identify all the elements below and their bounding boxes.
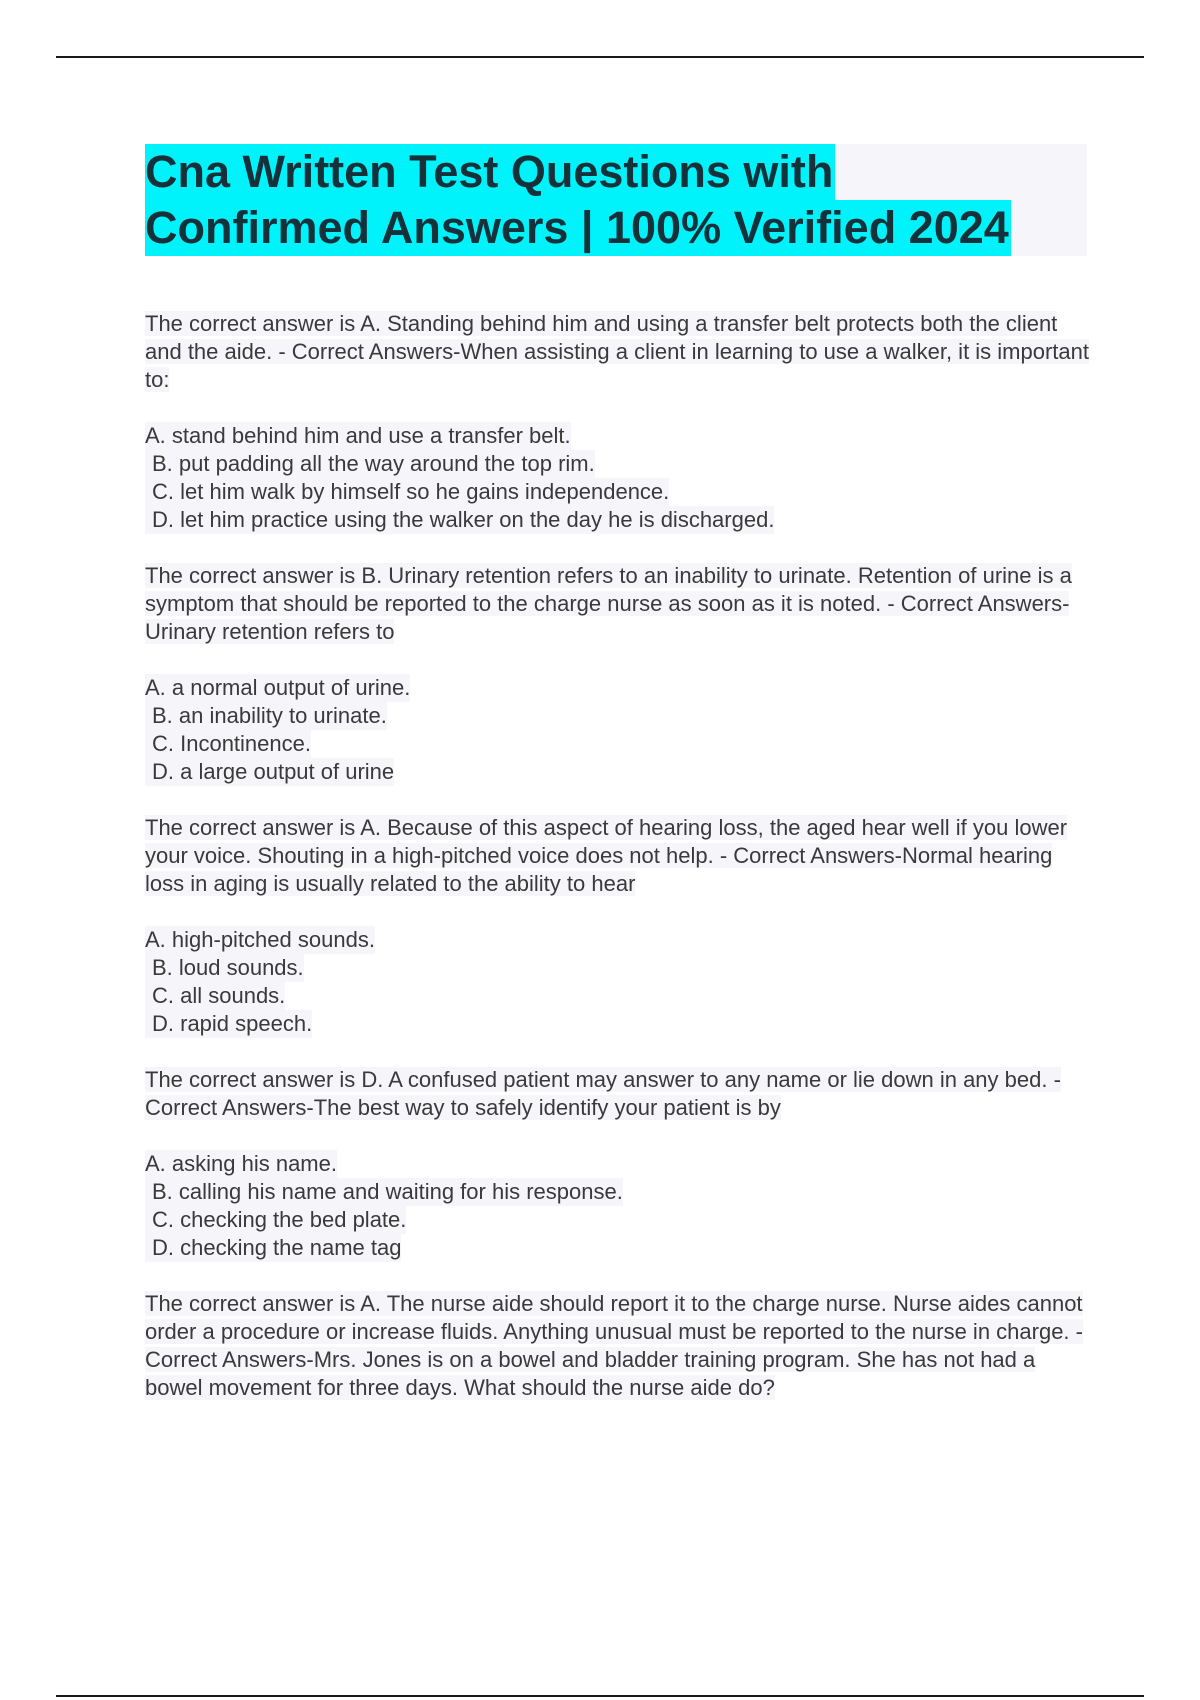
title-line-2: Confirmed Answers | 100% Verified 2024 (145, 200, 1087, 256)
answer-options (145, 1150, 1090, 1262)
option-c: C. Incontinence. (145, 730, 311, 758)
option-d: D. checking the name tag (145, 1234, 401, 1262)
question-block-3 (145, 814, 1090, 1038)
option-b: B. loud sounds. (145, 954, 304, 982)
top-rule (56, 56, 1144, 58)
question-block-2 (145, 562, 1090, 786)
question-block-1 (145, 310, 1090, 534)
question-text: The correct answer is D. A confused patient may answer to any name or lie down in any bed. - Correct Answers-The best way to safely identify your patient is by (145, 1067, 1061, 1120)
option-b: B. put padding all the way around the top rim. (145, 450, 595, 478)
bottom-rule (56, 1695, 1144, 1697)
option-a: A. high-pitched sounds. (145, 927, 375, 952)
option-c: C. let him walk by himself so he gains independence. (145, 478, 669, 506)
option-c: C. all sounds. (145, 982, 285, 1010)
answer-options (145, 926, 1090, 1038)
question-block-4 (145, 1066, 1090, 1262)
question-block-5 (145, 1290, 1090, 1402)
question-text: The correct answer is A. Because of this aspect of hearing loss, the aged hear well if you lower your voice. Shouting in a high-pitched voice does not help. - Correct Answers-Normal hearing loss in aging is usually related to the ability to hear (145, 815, 1068, 896)
option-b: B. an inability to urinate. (145, 702, 387, 730)
option-a: A. stand behind him and use a transfer belt. (145, 423, 571, 448)
document-body (145, 310, 1090, 1430)
option-d: D. rapid speech. (145, 1010, 312, 1038)
option-b: B. calling his name and waiting for his response. (145, 1178, 623, 1206)
option-c: C. checking the bed plate. (145, 1206, 406, 1234)
question-text: The correct answer is A. Standing behind him and using a transfer belt protects both the client and the aide. - Correct Answers-When assisting a client in learning to use a walker, it is important to: (145, 311, 1090, 392)
question-text: The correct answer is B. Urinary retention refers to an inability to urinate. Retention of urine is a symptom that should be reported to the charge nurse as soon as it is noted. - Correct Answers-Urinary retention refers to (145, 563, 1072, 644)
option-a: A. a normal output of urine. (145, 675, 411, 700)
answer-options (145, 674, 1090, 786)
option-d: D. a large output of urine (145, 758, 394, 786)
document-title (145, 144, 1087, 256)
option-a: A. asking his name. (145, 1151, 337, 1176)
title-line-1: Cna Written Test Questions with (145, 144, 1087, 200)
question-text: The correct answer is A. The nurse aide should report it to the charge nurse. Nurse aides cannot order a procedure or increase fluids. Anything unusual must be reported to the nurse in charge. - Correct Answers-Mrs. Jones is on a bowel and bladder training program. She has not had a bowel movement for three days. What should the nurse aide do? (145, 1291, 1083, 1400)
answer-options (145, 422, 1090, 534)
option-d: D. let him practice using the walker on the day he is discharged. (145, 506, 774, 534)
